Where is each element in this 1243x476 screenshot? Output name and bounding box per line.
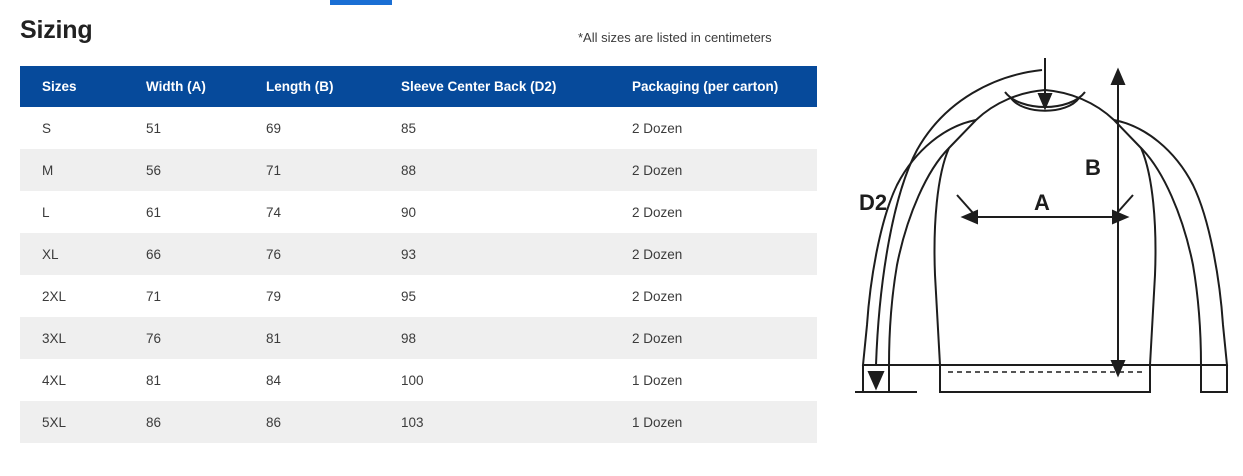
cell-size: M xyxy=(20,149,124,191)
cell-size: XL xyxy=(20,233,124,275)
cell-size: S xyxy=(42,120,52,136)
cell-packaging: 2 Dozen xyxy=(610,233,817,275)
table-row xyxy=(20,107,817,149)
table-row xyxy=(20,401,817,443)
cell-packaging: 1 Dozen xyxy=(632,372,683,388)
column-header-length: Length (B) xyxy=(244,66,379,107)
cell-width: 61 xyxy=(146,204,162,220)
cell-length: 79 xyxy=(266,288,282,304)
cell-sleeve: 93 xyxy=(379,233,610,275)
tick-left-shoulder xyxy=(957,195,973,213)
cell-sleeve: 85 xyxy=(401,120,417,136)
table-row xyxy=(20,317,817,359)
cell-packaging: 2 Dozen xyxy=(610,317,817,359)
cell-sleeve: 98 xyxy=(379,317,610,359)
sizing-table-body xyxy=(20,107,817,443)
cell-length: 71 xyxy=(244,149,379,191)
table-row xyxy=(20,275,817,317)
cell-sleeve: 100 xyxy=(401,372,424,388)
arrowhead-a-left xyxy=(963,211,977,223)
column-header-sleeve: Sleeve Center Back (D2) xyxy=(379,66,610,107)
cell-width: 66 xyxy=(124,233,244,275)
cell-packaging: 2 Dozen xyxy=(632,204,683,220)
cell-width: 56 xyxy=(124,149,244,191)
sizing-table-header xyxy=(20,66,817,107)
column-header-packaging: Packaging (per carton) xyxy=(610,66,817,107)
cell-sleeve: 95 xyxy=(401,288,417,304)
cell-width: 86 xyxy=(124,401,244,443)
cell-packaging: 2 Dozen xyxy=(632,120,683,136)
table-row xyxy=(20,359,817,401)
cell-size: 5XL xyxy=(20,401,124,443)
cell-size: 2XL xyxy=(42,288,67,304)
label-d2: D2 xyxy=(859,190,888,215)
sizing-table xyxy=(20,66,817,443)
cell-size: L xyxy=(42,204,50,220)
table-row xyxy=(20,233,817,275)
cell-width: 76 xyxy=(124,317,244,359)
left-sleeve-outline xyxy=(863,120,976,365)
page-title: Sizing xyxy=(20,16,93,44)
table-header-row xyxy=(20,66,817,107)
cell-length: 86 xyxy=(244,401,379,443)
cell-packaging: 2 Dozen xyxy=(632,288,683,304)
arrowhead-a-right xyxy=(1113,211,1127,223)
shirt-body-outline xyxy=(935,90,1156,365)
cell-width: 51 xyxy=(146,120,162,136)
label-a: A xyxy=(1034,190,1050,215)
cell-length: 81 xyxy=(244,317,379,359)
right-cuff xyxy=(1201,365,1227,392)
cell-length: 84 xyxy=(266,372,282,388)
arrowhead-d2-bottom xyxy=(869,372,883,388)
cell-width: 81 xyxy=(146,372,162,388)
cell-sleeve: 103 xyxy=(379,401,610,443)
cell-packaging: 1 Dozen xyxy=(610,401,817,443)
column-header-width: Width (A) xyxy=(124,66,244,107)
table-row xyxy=(20,149,817,191)
arrowhead-b-bottom xyxy=(1112,361,1124,375)
cell-length: 76 xyxy=(244,233,379,275)
arrowhead-b-top xyxy=(1112,70,1124,84)
sweatshirt-illustration xyxy=(845,20,1240,460)
sizing-diagram xyxy=(845,20,1240,460)
cell-packaging: 2 Dozen xyxy=(610,149,817,191)
cell-width: 71 xyxy=(146,288,162,304)
right-sleeve-outline xyxy=(1114,120,1227,365)
label-b: B xyxy=(1085,155,1101,180)
cell-length: 69 xyxy=(266,120,282,136)
cell-sleeve: 88 xyxy=(379,149,610,191)
tick-right-shoulder xyxy=(1117,195,1133,213)
cell-size: 3XL xyxy=(20,317,124,359)
column-header-sizes: Sizes xyxy=(20,66,124,107)
units-note: *All sizes are listed in centimeters xyxy=(578,30,772,45)
cell-sleeve: 90 xyxy=(401,204,417,220)
cell-size: 4XL xyxy=(42,372,67,388)
cell-length: 74 xyxy=(266,204,282,220)
table-row xyxy=(20,191,817,233)
